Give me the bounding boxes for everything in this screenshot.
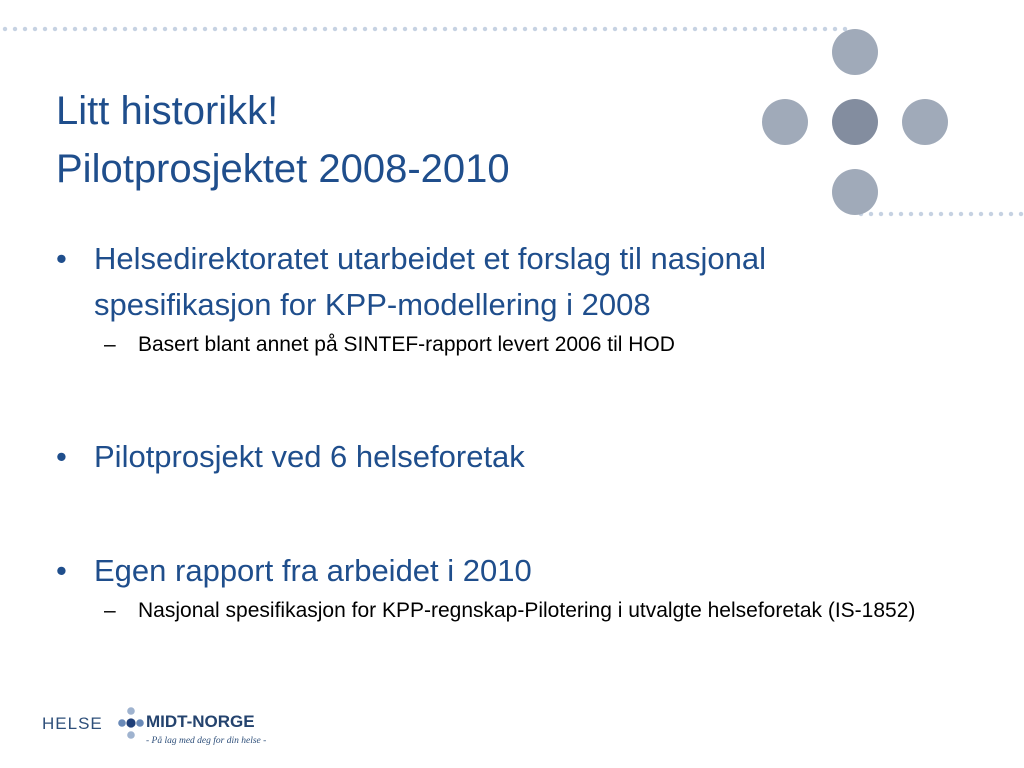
decorative-circle-center xyxy=(832,99,878,145)
sub-bullet-text: Basert blant annet på SINTEF-rapport levert 2006 til HOD xyxy=(138,333,675,356)
logo-text-helse: HELSE xyxy=(42,714,103,733)
logo-text-midt-norge: MIDT-NORGE xyxy=(146,712,255,731)
dash-icon: – xyxy=(104,599,116,622)
bullet-dot-icon: • xyxy=(56,553,67,588)
bullet-dot-icon: • xyxy=(56,439,67,474)
sub-bullet-item-2 xyxy=(56,596,926,626)
decorative-circle-right xyxy=(902,99,948,145)
slide-title xyxy=(56,82,510,198)
helse-midt-norge-logo xyxy=(42,704,322,752)
bullet-item-1 xyxy=(56,236,926,328)
bullet-list xyxy=(56,236,926,626)
bullet-item-2 xyxy=(56,434,926,480)
bullet-text: Egen rapport fra arbeidet i 2010 xyxy=(94,553,532,588)
decorative-circle-top xyxy=(832,29,878,75)
sub-bullet-item-1 xyxy=(56,330,926,360)
dash-icon: – xyxy=(104,333,116,356)
decorative-circle-left xyxy=(762,99,808,145)
bullet-text: Helsedirektoratet utarbeidet et forslag til nasjonal spesifikasjon for KPP-modellering i 2008 xyxy=(94,241,767,322)
dotted-line-top xyxy=(0,26,850,32)
sub-bullet-text: Nasjonal spesifikasjon for KPP-regnskap-Pilotering i utvalgte helseforetak (IS-1852) xyxy=(138,599,916,622)
dotted-line-right xyxy=(856,211,1024,217)
title-line-2: Pilotprosjektet 2008-2010 xyxy=(56,147,510,191)
decorative-circle-bottom xyxy=(832,169,878,215)
logo-dots-icon xyxy=(116,704,146,744)
bullet-item-3 xyxy=(56,548,926,594)
bullet-dot-icon: • xyxy=(56,241,67,276)
title-line-1: Litt historikk! xyxy=(56,89,279,133)
logo-tagline: - På lag med deg for din helse - xyxy=(146,736,267,746)
bullet-text: Pilotprosjekt ved 6 helseforetak xyxy=(94,439,525,474)
